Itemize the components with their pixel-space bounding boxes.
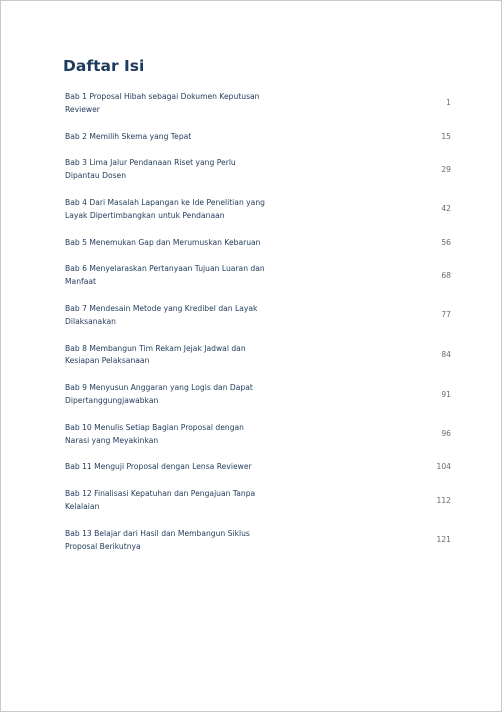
toc-chapter-title: Bab 3 Lima Jalur Pendanaan Riset yang Perlu Dipantau Dosen bbox=[65, 158, 236, 181]
toc-page-number: 77 bbox=[441, 310, 451, 320]
toc-list bbox=[65, 91, 455, 553]
toc-page-number: 96 bbox=[441, 429, 451, 439]
toc-chapter-title: Bab 10 Menulis Setiap Bagian Proposal dengan Narasi yang Meyakinkan bbox=[65, 422, 244, 445]
toc-entry-11[interactable] bbox=[65, 461, 455, 474]
toc-page-number: 56 bbox=[441, 237, 451, 247]
toc-title: Daftar Isi bbox=[63, 57, 145, 75]
toc-page-number: 84 bbox=[441, 349, 451, 359]
toc-chapter-title: Bab 4 Dari Masalah Lapangan ke Ide Penelitian yang Layak Dipertimbangkan untuk Pendanaan bbox=[65, 197, 265, 220]
toc-entry-13[interactable] bbox=[65, 528, 455, 554]
toc-page-number: 42 bbox=[441, 204, 451, 214]
toc-chapter-title: Bab 1 Proposal Hibah sebagai Dokumen Keputusan Reviewer bbox=[65, 92, 260, 114]
toc-chapter-title: Bab 9 Menyusun Anggaran yang Logis dan Dapat Dipertanggungjawabkan bbox=[65, 383, 253, 405]
toc-chapter-title: Bab 11 Menguji Proposal dengan Lensa Reviewer bbox=[65, 462, 252, 472]
toc-entry-1[interactable] bbox=[65, 91, 455, 117]
toc-chapter-title: Bab 6 Menyelaraskan Pertanyaan Tujuan Luaran dan Manfaat bbox=[65, 264, 265, 287]
toc-page-number: 15 bbox=[441, 131, 451, 141]
toc-entry-8[interactable] bbox=[65, 343, 455, 369]
toc-page-number: 121 bbox=[436, 535, 451, 545]
toc-entry-5[interactable] bbox=[65, 237, 455, 250]
toc-page-number: 112 bbox=[436, 495, 451, 505]
toc-page-number: 91 bbox=[441, 389, 451, 399]
toc-entry-7[interactable] bbox=[65, 303, 455, 329]
toc-page-number: 1 bbox=[446, 98, 451, 108]
toc-chapter-title: Bab 5 Menemukan Gap dan Merumuskan Kebaruan bbox=[65, 237, 261, 247]
toc-entry-4[interactable] bbox=[65, 197, 455, 223]
toc-entry-9[interactable] bbox=[65, 382, 455, 408]
toc-page-number: 29 bbox=[441, 164, 451, 174]
toc-chapter-title: Bab 2 Memilih Skema yang Tepat bbox=[65, 131, 192, 141]
toc-entry-6[interactable] bbox=[65, 263, 455, 289]
toc-chapter-title: Bab 7 Mendesain Metode yang Kredibel dan Layak Dilaksanakan bbox=[65, 303, 258, 326]
toc-chapter-title: Bab 13 Belajar dari Hasil dan Membangun Siklus Proposal Berikutnya bbox=[65, 528, 250, 551]
toc-entry-10[interactable] bbox=[65, 422, 455, 448]
toc-chapter-title: Bab 8 Membangun Tim Rekam Jejak Jadwal dan Kesiapan Pelaksanaan bbox=[65, 343, 246, 366]
toc-entry-3[interactable] bbox=[65, 157, 455, 183]
toc-entry-12[interactable] bbox=[65, 488, 455, 514]
toc-page-number: 104 bbox=[436, 462, 451, 472]
toc-page-number: 68 bbox=[441, 270, 451, 280]
toc-chapter-title: Bab 12 Finalisasi Kepatuhan dan Pengajuan Tanpa Kelalaian bbox=[65, 489, 256, 511]
toc-entry-2[interactable] bbox=[65, 131, 455, 144]
